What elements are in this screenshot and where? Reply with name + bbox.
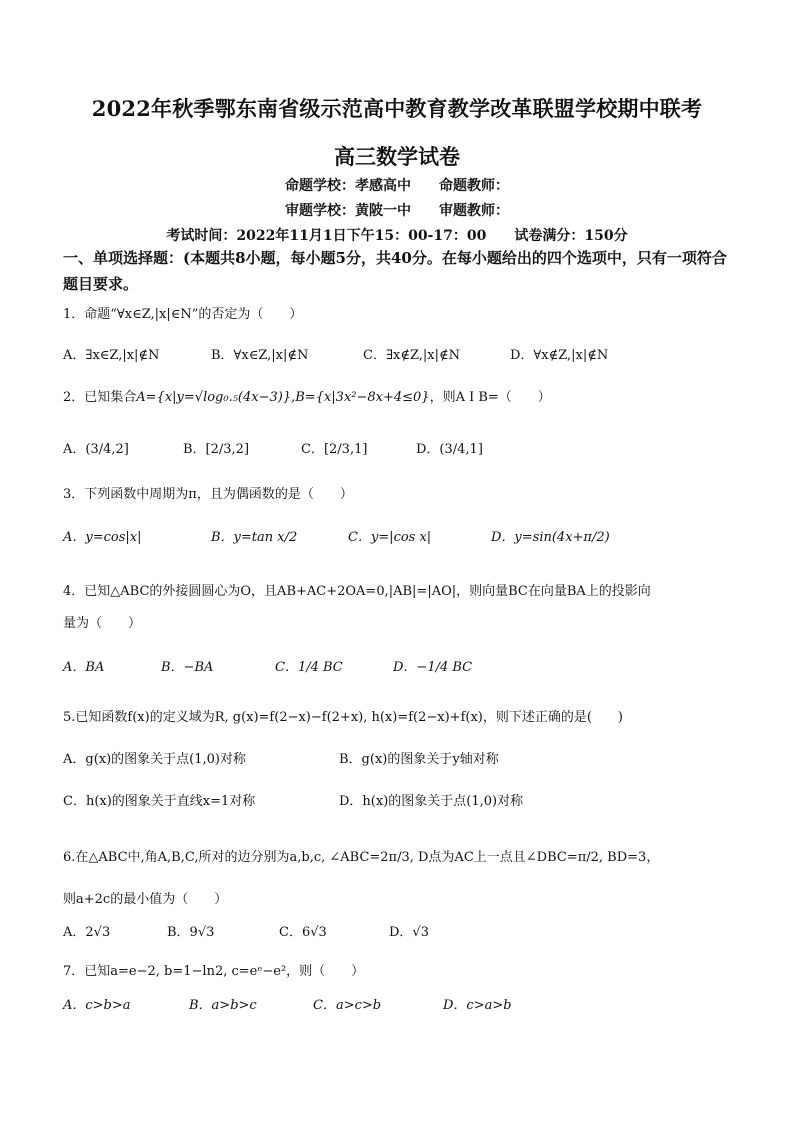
proposer-school: 命题学校：孝感高中 [285, 178, 411, 194]
question-5-stem: 5.已知函数f(x)的定义域为R, g(x)=f(2−x)−f(2+x), h(x)=f(2−x)+f(x)，则下述正确的是( ) [63, 710, 624, 725]
question-4-option-b: B．−BA [161, 660, 214, 675]
question-3-option-b: B．y=tan x/2 [211, 530, 298, 545]
question-3-stem: 3．下列函数中周期为π，且为偶函数的是（ ） [63, 487, 353, 502]
question-1-option-b: B．∀x∈Z,|x|∉N [211, 348, 309, 363]
question-7-option-d: D．c>a>b [443, 998, 512, 1013]
question-6-option-d: D．√3 [389, 925, 429, 940]
question-3-option-a: A．y=cos|x| [63, 530, 142, 545]
question-2-set-b: ,B={x|3x²−8x+4≤0} [291, 390, 430, 405]
reviewer-teacher: 审题教师： [439, 203, 509, 219]
question-4-stem-line1: 4．已知△ABC的外接圆圆心为O，且AB+AC+2OA=0,|AB|=|AO|，则向量BC在向量BA上的投影向 [63, 584, 651, 599]
question-6-option-b: B．9√3 [167, 925, 215, 940]
question-2-option-a: A．(3/4,2] [63, 442, 129, 457]
exam-time-line [0, 225, 794, 245]
question-7-stem: 7．已知a=e−2, b=1−ln2, c=eᵉ−e²，则（ ） [63, 964, 365, 979]
question-1-stem: 1．命题“∀x∈Z,|x|∈N”的否定为（ ） [63, 307, 303, 322]
question-3-option-c: C．y=|cos x| [348, 530, 432, 545]
full-score: 试卷满分：150分 [514, 228, 628, 244]
question-2-option-d: D．(3/4,1] [416, 442, 483, 457]
question-2-stem [63, 388, 551, 408]
question-5-option-a: A．g(x)的图象关于点(1,0)对称 [63, 752, 247, 767]
question-6-option-a: A．2√3 [63, 925, 111, 940]
exam-title: 2022年秋季鄂东南省级示范高中教育教学改革联盟学校期中联考 [91, 96, 703, 121]
question-6-stem-line2: 则a+2c的最小值为（ ） [63, 892, 228, 907]
question-2-option-b: B．[2/3,2] [183, 442, 250, 457]
question-7-option-b: B．a>b>c [189, 998, 257, 1013]
question-6-option-c: C．6√3 [279, 925, 327, 940]
question-7-option-a: A．c>b>a [63, 998, 131, 1013]
proposer-line [0, 175, 794, 195]
question-5-option-b: B．g(x)的图象关于y轴对称 [339, 752, 499, 767]
question-5-option-d: D．h(x)的图象关于点(1,0)对称 [339, 794, 524, 809]
question-2-set-a: A={x|y=√log₀.₅(4x−3)} [136, 390, 292, 405]
question-3-option-d: D．y=sin(4x+π/2) [491, 530, 610, 545]
question-6-stem-line1: 6.在△ABC中,角A,B,C,所对的边分别为a,b,c, ∠ABC=2π/3, D点为AC上一点且∠DBC=π/2, BD=3， [63, 850, 660, 865]
question-4-option-a: A．BA [63, 660, 105, 675]
exam-time: 考试时间：2022年11月1日下午15：00-17：00 [166, 228, 487, 244]
exam-subtitle: 高三数学试卷 [334, 144, 460, 169]
section-heading: 一、单项选择题：(本题共8小题，每小题5分，共40分。在每小题给出的四个选项中，只有一项符合题目要求。 [63, 249, 727, 293]
reviewer-school: 审题学校：黄陂一中 [285, 203, 411, 219]
question-2-stem-post: ，则A I B=（ ） [429, 390, 551, 405]
question-1-option-a: A．∃x∈Z,|x|∉N [63, 348, 160, 363]
question-5-option-c: C．h(x)的图象关于直线x=1对称 [63, 794, 256, 809]
reviewer-line [0, 200, 794, 220]
proposer-teacher: 命题教师： [439, 178, 509, 194]
question-7-option-c: C．a>c>b [313, 998, 382, 1013]
question-2-stem-pre: 2．已知集合 [63, 390, 137, 405]
question-4-option-c: C．1/4 BC [275, 660, 343, 675]
question-4-stem-line2: 量为（ ） [63, 616, 142, 631]
question-2-option-c: C．[2/3,1] [301, 442, 368, 457]
question-1-option-d: D．∀x∉Z,|x|∉N [510, 348, 609, 363]
question-4-option-d: D．−1/4 BC [393, 660, 473, 675]
question-1-option-c: C．∃x∉Z,|x|∉N [363, 348, 460, 363]
